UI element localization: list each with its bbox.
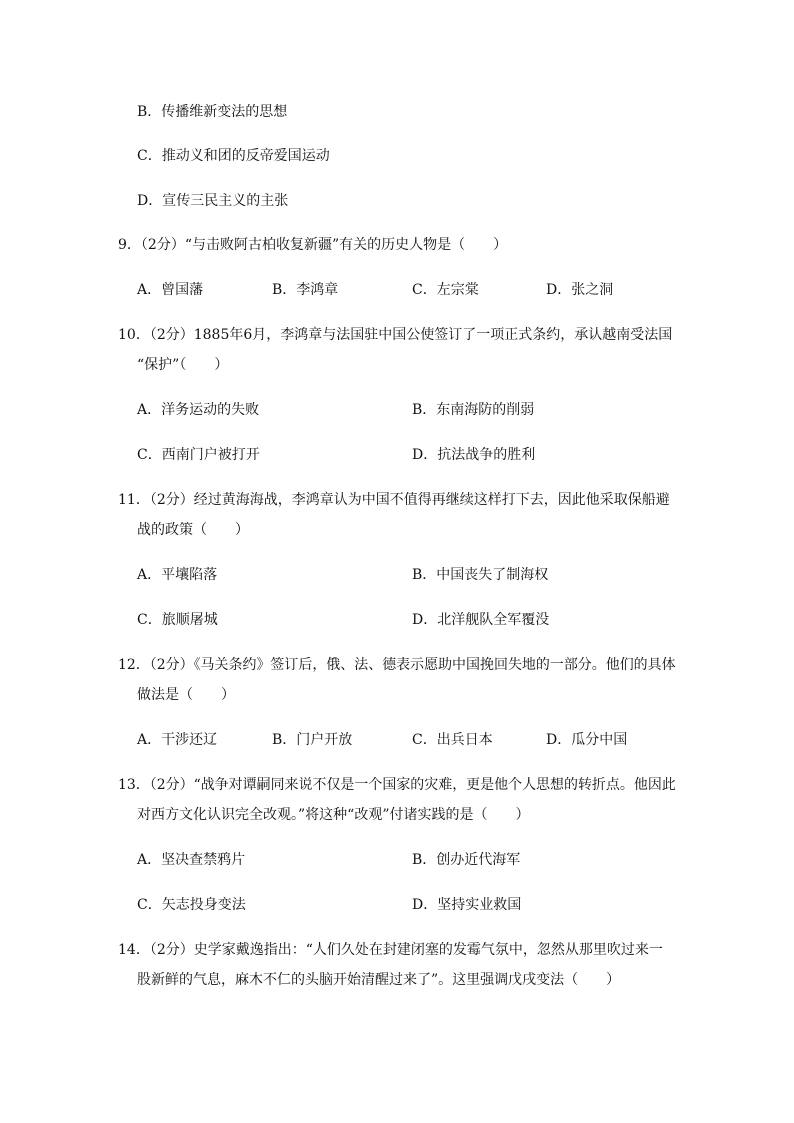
- q8-option-c: C．推动义和团的反帝爱国运动: [137, 148, 330, 164]
- q13-option-d: D．坚持实业救国: [412, 897, 522, 913]
- q9-option-c: C．左宗棠: [412, 282, 479, 298]
- q12-stem-line1: 12．（2分）《马关条约》签订后，俄、法、德表示愿助中国挽回失地的一部分。他们的具体: [118, 657, 676, 673]
- q12-option-d: D．瓜分中国: [546, 732, 628, 748]
- q11-option-c: C．旅顺屠城: [137, 612, 218, 628]
- q11-stem-line1: 11．（2分）经过黄海海战，李鸿章认为中国不值得再继续这样打下去，因此他采取保船避: [118, 492, 670, 508]
- q13-stem-line1: 13．（2分）“战争对谭嗣同来说不仅是一个国家的灾难，更是他个人思想的转折点。他因此: [118, 777, 676, 793]
- q10-stem-line2: “保护”（ ）: [137, 357, 229, 373]
- q11-stem-line2: 战的政策（ ）: [137, 522, 249, 538]
- q13-option-a: A．坚决查禁鸦片: [137, 852, 246, 868]
- q11-option-b: B．中国丧失了制海权: [412, 567, 549, 583]
- q10-option-b: B．东南海防的削弱: [412, 402, 535, 418]
- q12-option-b: B．门户开放: [272, 732, 353, 748]
- q11-option-a: A．平壤陷落: [137, 567, 218, 583]
- q12-stem-line2: 做法是（ ）: [137, 687, 235, 703]
- q10-option-d: D．抗法战争的胜利: [412, 447, 536, 463]
- q9-option-b: B．李鸿章: [272, 282, 339, 298]
- q8-option-d: D．宣传三民主义的主张: [137, 193, 289, 209]
- q9-option-a: A．曾国藩: [137, 282, 204, 298]
- q12-option-a: A．干涉还辽: [137, 732, 218, 748]
- q13-option-b: B．创办近代海军: [412, 852, 521, 868]
- q9-option-d: D．张之洞: [546, 282, 614, 298]
- q9-stem: 9．（2分）“与击败阿古柏收复新疆”有关的历史人物是（ ）: [118, 237, 508, 253]
- q10-option-c: C．西南门户被打开: [137, 447, 260, 463]
- q8-option-b: B．传播维新变法的思想: [137, 104, 288, 120]
- q13-option-c: C．矢志投身变法: [137, 897, 246, 913]
- q10-option-a: A．洋务运动的失败: [137, 402, 260, 418]
- q12-option-c: C．出兵日本: [412, 732, 493, 748]
- q11-option-d: D．北洋舰队全军覆没: [412, 612, 550, 628]
- q10-stem-line1: 10．（2分）1885年6月，李鸿章与法国驻中国公使签订了一项正式条约，承认越南受法国: [118, 327, 673, 343]
- q14-stem-line2: 股新鲜的气息，麻木不仁的头脑开始清醒过来了”。这里强调戊戌变法（ ）: [137, 972, 621, 988]
- q14-stem-line1: 14．（2分）史学家戴逸指出：“人们久处在封建闭塞的发霉气氛中，忽然从那里吹过来一: [118, 942, 663, 958]
- q13-stem-line2: 对西方文化认识完全改观。”将这种“改观”付诸实践的是（ ）: [137, 807, 530, 823]
